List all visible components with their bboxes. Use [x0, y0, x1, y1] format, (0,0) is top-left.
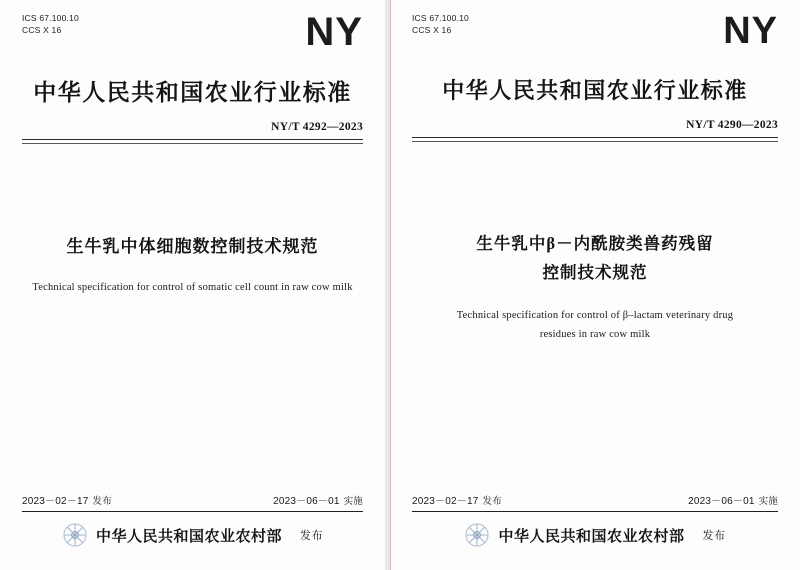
ministry-emblem-icon [62, 522, 88, 548]
publisher-verb: 发布 [702, 530, 726, 542]
title-en: Technical specification for control of somatic cell count in raw cow milk [32, 281, 353, 293]
publisher-row [412, 522, 778, 562]
document-title-block [22, 144, 363, 492]
document-page-left[interactable] [0, 0, 385, 570]
ccs-code: CCS X 16 [412, 25, 452, 36]
ny-logo: NY [723, 10, 778, 52]
effective-date: 2023－06－01 [273, 496, 340, 507]
dates-row [412, 492, 778, 511]
issue-date: 2023－02－17 [22, 496, 89, 507]
ics-ccs-block [412, 10, 469, 37]
effective-label: 实施 [758, 496, 778, 507]
title-cn: 生牛乳中体细胞数控制技术规范 [66, 237, 319, 256]
standard-code: NY/T 4292—2023 [271, 121, 363, 133]
publisher-name: 中华人民共和国农业农村部 [95, 528, 282, 545]
ny-logo: NY [305, 10, 363, 54]
document-header [412, 10, 778, 66]
effective-date-group [688, 492, 778, 507]
title-en-line2: residues in raw cow milk [539, 328, 651, 340]
issue-date-group [412, 492, 502, 507]
issue-date-group [22, 492, 112, 507]
issue-date: 2023－02－17 [412, 496, 479, 507]
header-divider [412, 137, 778, 138]
ccs-code: CCS X 16 [22, 25, 62, 36]
footer-divider [412, 511, 778, 512]
ics-code: ICS 67.100.10 [412, 13, 469, 23]
title-cn-line2: 控制技术规范 [542, 262, 648, 282]
ics-code: ICS 67.100.10 [22, 13, 79, 23]
ministry-emblem-icon [464, 522, 490, 548]
document-page-right[interactable] [390, 0, 800, 570]
document-header [22, 10, 363, 66]
publisher-row [22, 522, 363, 562]
standard-title: 中华人民共和国农业行业标准 [33, 80, 352, 105]
standard-title: 中华人民共和国农业行业标准 [442, 78, 748, 103]
title-en-line1: Technical specification for control of β–lactam veterinary drug [456, 309, 734, 321]
effective-label: 实施 [343, 496, 363, 507]
effective-date: 2023－06－01 [688, 496, 755, 507]
ics-ccs-block [22, 10, 79, 37]
standard-code: NY/T 4290—2023 [686, 119, 778, 131]
issue-label: 发布 [92, 496, 112, 507]
document-title-block [412, 142, 778, 492]
title-cn-line1: 生牛乳中β－内酰胺类兽药残留 [476, 234, 714, 253]
footer-divider [22, 511, 363, 512]
publisher-verb: 发布 [300, 530, 323, 542]
header-divider [22, 139, 363, 140]
issue-label: 发布 [482, 496, 502, 507]
publisher-name: 中华人民共和国农业农村部 [498, 528, 685, 545]
effective-date-group [273, 492, 363, 507]
dates-row [22, 492, 363, 511]
